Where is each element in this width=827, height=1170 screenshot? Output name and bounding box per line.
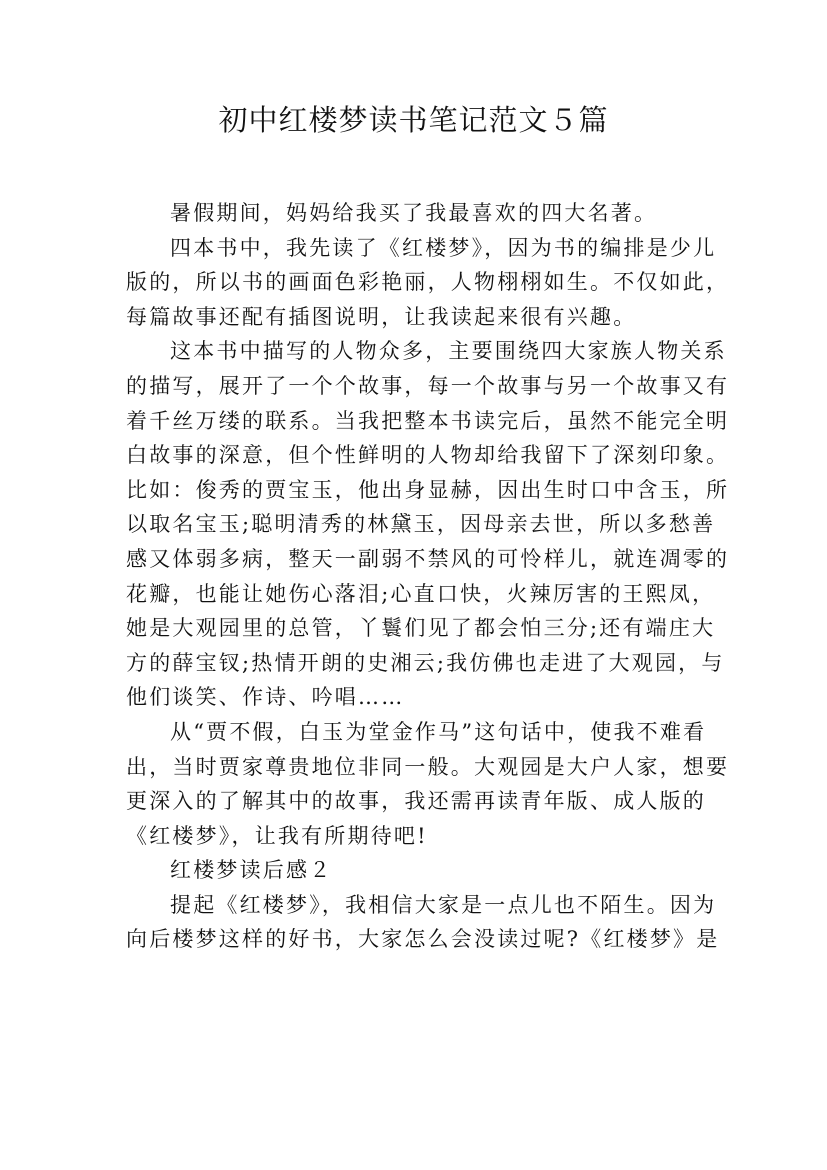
text-line: 的描写，展开了一个个故事，每一个故事与另一个故事又有 [126, 373, 730, 398]
text-line: 方的薛宝钗;热情开朗的史湘云;我仿佛也走进了大观园，与 [126, 650, 725, 675]
text-line: 着千丝万缕的联系。当我把整本书读完后，虽然不能完全明 [126, 408, 730, 433]
text-line: 向后楼梦这样的好书，大家怎么会没读过呢?《红楼梦》是 [126, 927, 720, 952]
text-line: 比如：俊秀的贾宝玉，他出身显赫，因出生时口中含玉，所 [126, 477, 730, 502]
text-line: 更深入的了解其中的故事，我还需再读青年版、成人版的 [126, 789, 706, 814]
text-line: 四本书中，我先读了《红楼梦》，因为书的编排是少儿 [170, 235, 717, 260]
text-line: 花瓣，也能让她伤心落泪;心直口快，火辣厉害的王熙凤， [126, 581, 716, 606]
text-line: 暑假期间，妈妈给我买了我最喜欢的四大名著。 [170, 201, 658, 225]
text-line: 白故事的深意，但个性鲜明的人物却给我留下了深刻印象。 [126, 443, 730, 468]
text-line: 每篇故事还配有插图说明，让我读起来很有兴趣。 [126, 304, 637, 329]
text-line: 这本书中描写的人物众多，主要围绕四大家族人物关系 [170, 339, 727, 364]
text-line: 他们谈笑、作诗、吟唱…… [126, 685, 405, 710]
text-line: 出，当时贾家尊贵地位非同一般。大观园是大户人家，想要 [126, 754, 730, 779]
text-line: 以取名宝玉;聪明清秀的林黛玉，因母亲去世，所以多愁善 [126, 512, 716, 537]
document-body [126, 196, 730, 957]
section-heading: 红楼梦读后感２ [170, 858, 333, 883]
document-title: 初中红楼梦读书笔记范文５篇 [218, 103, 609, 137]
text-line: 从“贾不假，白玉为堂金作马”这句话中，使我不难看 [170, 719, 707, 744]
text-line: 提起《红楼梦》，我相信大家是一点儿也不陌生。因为 [170, 892, 717, 917]
text-line: 她是大观园里的总管，丫鬟们见了都会怕三分;还有端庄大 [126, 616, 716, 641]
text-line: 《红楼梦》，让我有所期待吧! [126, 823, 428, 848]
text-line: 感又体弱多病，整天一副弱不禁风的可怜样儿，就连凋零的 [126, 546, 730, 571]
text-line: 版的，所以书的画面色彩艳丽，人物栩栩如生。不仅如此， [126, 270, 730, 295]
